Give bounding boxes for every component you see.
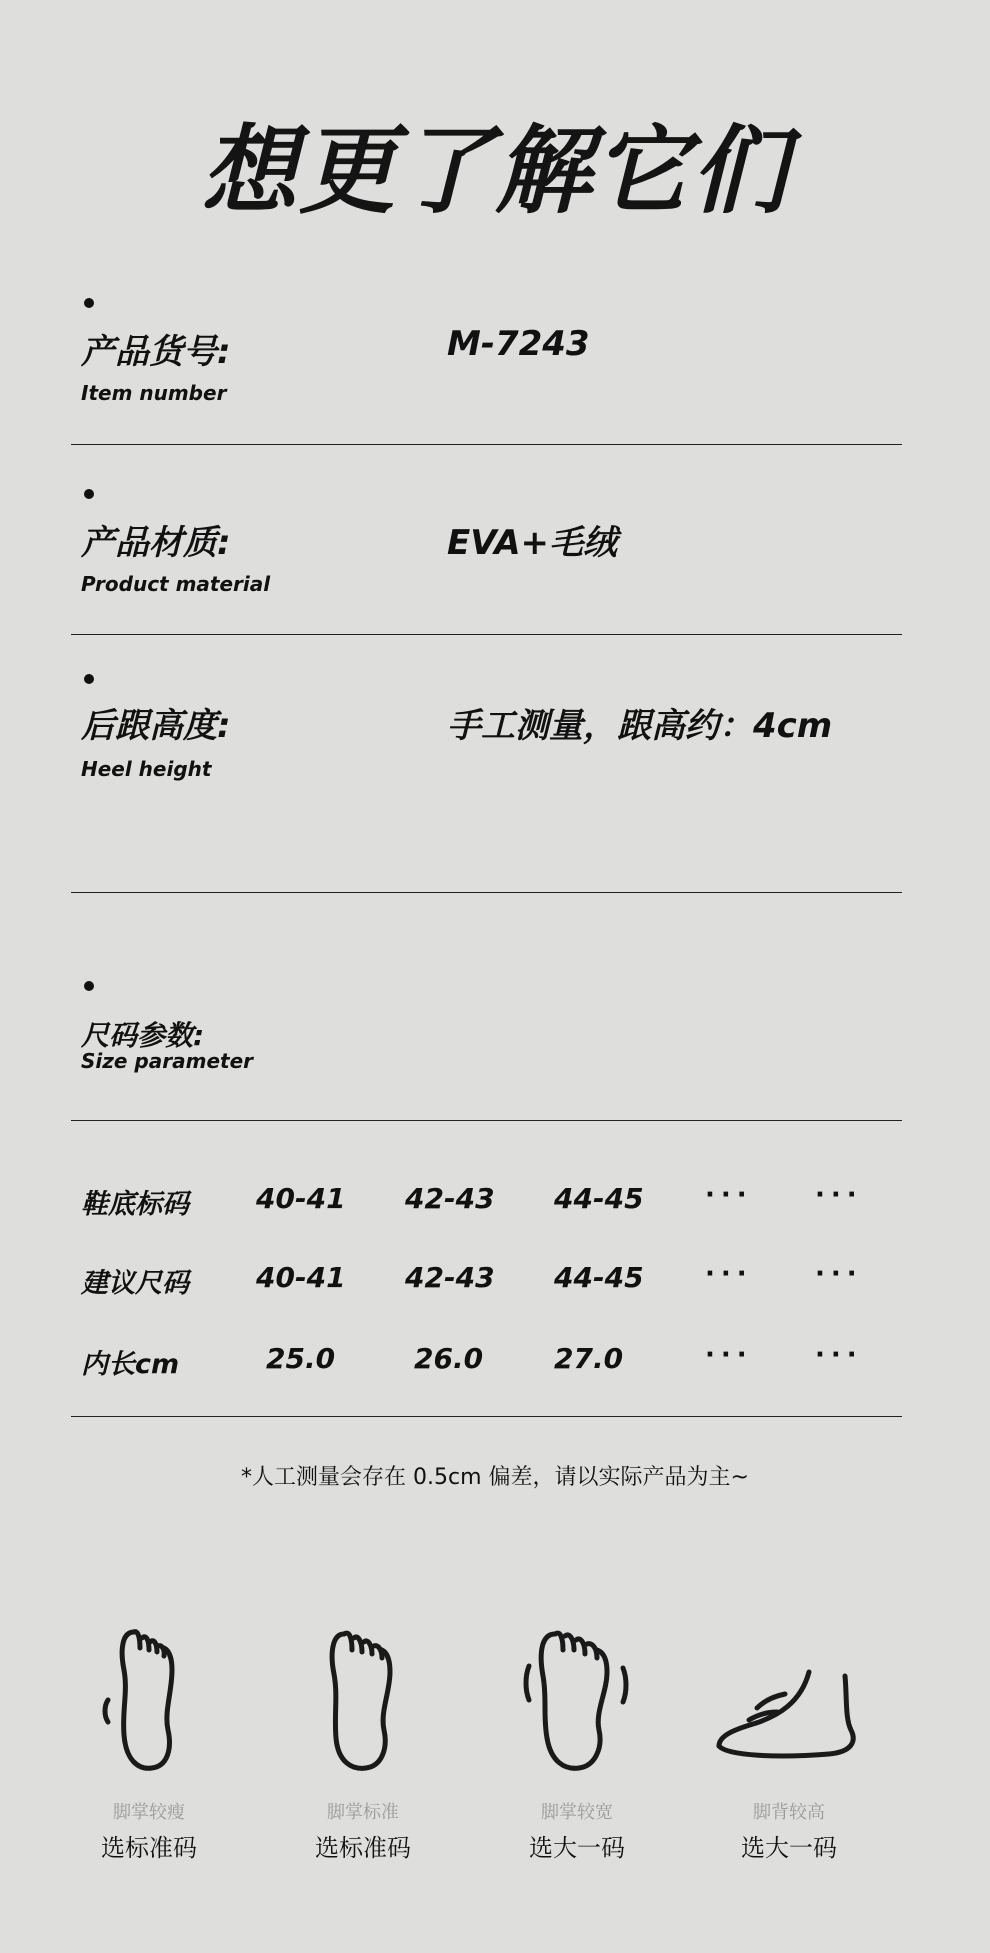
table-cell: 42-43 (405, 1182, 495, 1215)
table-cell: 26.0 (414, 1342, 484, 1375)
item-number-label: 产品货号: (81, 332, 231, 372)
divider (71, 892, 902, 893)
table-cell: ··· (705, 1180, 753, 1210)
table-cell: 40-41 (256, 1261, 346, 1294)
foot-guide-item (49, 1620, 249, 1863)
foot-advice: 选标准码 (101, 1834, 197, 1862)
table-row-label: 鞋底标码 (81, 1189, 189, 1220)
page-title: 想更了解它们 (201, 115, 789, 227)
foot-condition: 脚掌较瘦 (113, 1802, 185, 1823)
foot-advice: 选大一码 (741, 1834, 837, 1862)
divider (71, 634, 902, 635)
table-cell: 25.0 (266, 1342, 336, 1375)
divider (71, 444, 902, 445)
table-cell: 44-45 (554, 1261, 644, 1294)
size-parameter-label-en: Size parameter (81, 1049, 253, 1073)
table-cell: ··· (815, 1180, 863, 1210)
heel-height-label-en: Heel height (81, 757, 212, 781)
table-cell: ··· (815, 1340, 863, 1370)
measurement-note: *人工测量会存在 0.5cm 偏差，请以实际产品为主~ (241, 1465, 749, 1490)
material-label-en: Product material (81, 572, 271, 596)
heel-height-label: 后跟高度: (81, 706, 231, 746)
foot-condition: 脚掌较宽 (541, 1802, 613, 1823)
foot-condition: 脚背较高 (753, 1802, 825, 1823)
table-row-label: 内长cm (81, 1349, 180, 1380)
foot-advice: 选大一码 (529, 1834, 625, 1862)
thin-foot-icon (94, 1620, 204, 1780)
table-cell: ··· (705, 1340, 753, 1370)
wide-foot-icon (517, 1620, 637, 1780)
table-cell: 42-43 (405, 1261, 495, 1294)
foot-guide-item (477, 1620, 677, 1863)
item-number-value: M-7243 (447, 324, 590, 364)
divider (71, 1120, 902, 1121)
table-cell: ··· (815, 1259, 863, 1289)
high-instep-foot-icon (709, 1620, 869, 1780)
standard-foot-icon (308, 1620, 418, 1780)
table-cell: 27.0 (554, 1342, 624, 1375)
foot-guide-item (263, 1620, 463, 1863)
bullet-dot (84, 489, 94, 499)
bullet-dot (84, 981, 94, 991)
bullet-dot (84, 674, 94, 684)
material-value: EVA+毛绒 (447, 523, 618, 563)
heel-height-value: 手工测量，跟高约：4cm (447, 706, 833, 746)
foot-condition: 脚掌标准 (327, 1802, 399, 1823)
size-parameter-label: 尺码参数: (81, 1019, 205, 1052)
table-cell: 40-41 (256, 1182, 346, 1215)
foot-advice: 选标准码 (315, 1834, 411, 1862)
table-row-label: 建议尺码 (81, 1268, 189, 1299)
foot-guide-item (689, 1620, 889, 1863)
item-number-label-en: Item number (81, 381, 227, 405)
table-cell: ··· (705, 1259, 753, 1289)
material-label: 产品材质: (81, 523, 231, 563)
table-cell: 44-45 (554, 1182, 644, 1215)
divider (71, 1416, 902, 1417)
bullet-dot (84, 298, 94, 308)
